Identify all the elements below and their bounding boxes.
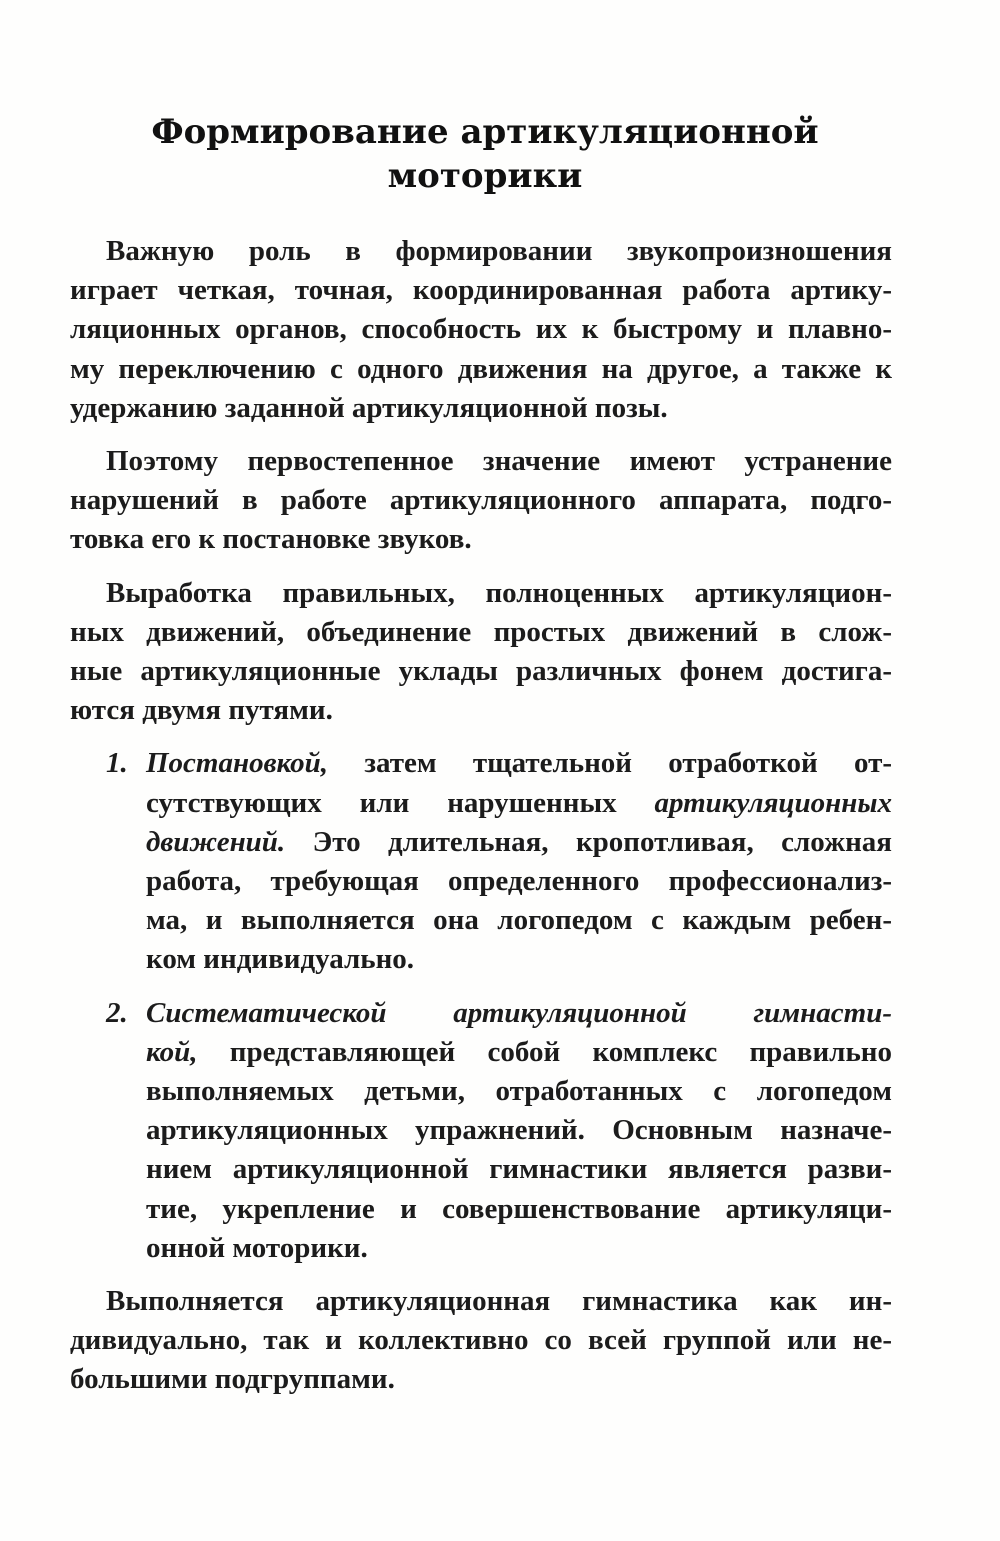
- text-line: онной моторики.: [146, 1231, 368, 1264]
- italic-text: движений.: [146, 825, 286, 858]
- text-line: ных движений, объединение простых движений в слож-: [70, 615, 892, 648]
- text-line: нием артикуляционной гимнастики является разви-: [146, 1153, 892, 1186]
- text-line: му переключению с одного движения на другое, а также к: [70, 352, 892, 385]
- text-line: удержанию заданной артикуляционной позы.: [70, 391, 668, 424]
- italic-text: кой,: [146, 1035, 198, 1068]
- text-line: [146, 784, 892, 823]
- text-line: Важную роль в формировании звукопроизношения: [106, 235, 892, 267]
- text-line: Выполняется артикуляционная гимнастика как ин-: [106, 1285, 892, 1318]
- text-line: играет четкая, точная, координированная работа артику-: [70, 274, 892, 307]
- text-line: большими подгруппами.: [70, 1363, 395, 1396]
- text-line: выполняемых детьми, отработанных с логопедом: [146, 1075, 892, 1108]
- italic-text: Систематической артикуляционной гимнасти-: [146, 996, 892, 1029]
- paragraph-1: [70, 232, 892, 428]
- title-line-1: Формирование артикуляционной: [151, 112, 819, 152]
- text-line: тие, укрепление и совершенствование артикуляци-: [146, 1192, 892, 1225]
- text-line: ком индивидуально.: [146, 943, 415, 976]
- text-segment: представляющей собой комплекс правильно: [197, 1035, 892, 1068]
- paragraph-2: [70, 442, 892, 560]
- list-number: 1.: [106, 747, 128, 780]
- text-line: ляционных органов, способность их к быстрому и плавно-: [70, 313, 892, 346]
- text-line: [146, 1033, 892, 1072]
- body-text: [70, 232, 892, 1414]
- text-segment: затем тщательной отработкой от-: [328, 747, 892, 780]
- text-line: Поэтому первостепенное значение имеют устранение: [106, 445, 892, 478]
- list-item-2: [70, 994, 892, 1268]
- text-line: ные артикуляционные уклады различных фонем достига-: [70, 655, 892, 688]
- text-line: товка его к постановке звуков.: [70, 523, 472, 556]
- title-line-2: моторики: [387, 156, 583, 196]
- text-line: [146, 994, 892, 1033]
- text-line: артикуляционных упражнений. Основным назначе-: [146, 1114, 892, 1147]
- italic-text: артикуляционных: [654, 786, 892, 819]
- italic-text: Постановкой,: [146, 747, 329, 780]
- paragraph-3: [70, 574, 892, 731]
- closing-paragraph: [70, 1282, 892, 1400]
- text-line: [146, 823, 892, 862]
- list-item-1: [70, 744, 892, 979]
- text-segment: сутствующих или нарушенных: [146, 786, 655, 819]
- page-title: [60, 110, 910, 198]
- numbered-list: [70, 744, 892, 1268]
- text-line: нарушений в работе артикуляционного аппарата, подго-: [70, 484, 892, 517]
- list-number: 2.: [106, 996, 128, 1029]
- text-segment: Это длительная, кропотливая, сложная: [285, 825, 892, 858]
- text-line: дивидуально, так и коллективно со всей группой или не-: [70, 1324, 892, 1357]
- text-line: [146, 744, 892, 783]
- text-line: ма, и выполняется она логопедом с каждым ребен-: [146, 904, 892, 937]
- text-line: Выработка правильных, полноценных артикуляцион-: [106, 576, 892, 609]
- text-line: работа, требующая определенного профессионализ-: [146, 865, 892, 898]
- text-line: ются двумя путями.: [70, 694, 333, 727]
